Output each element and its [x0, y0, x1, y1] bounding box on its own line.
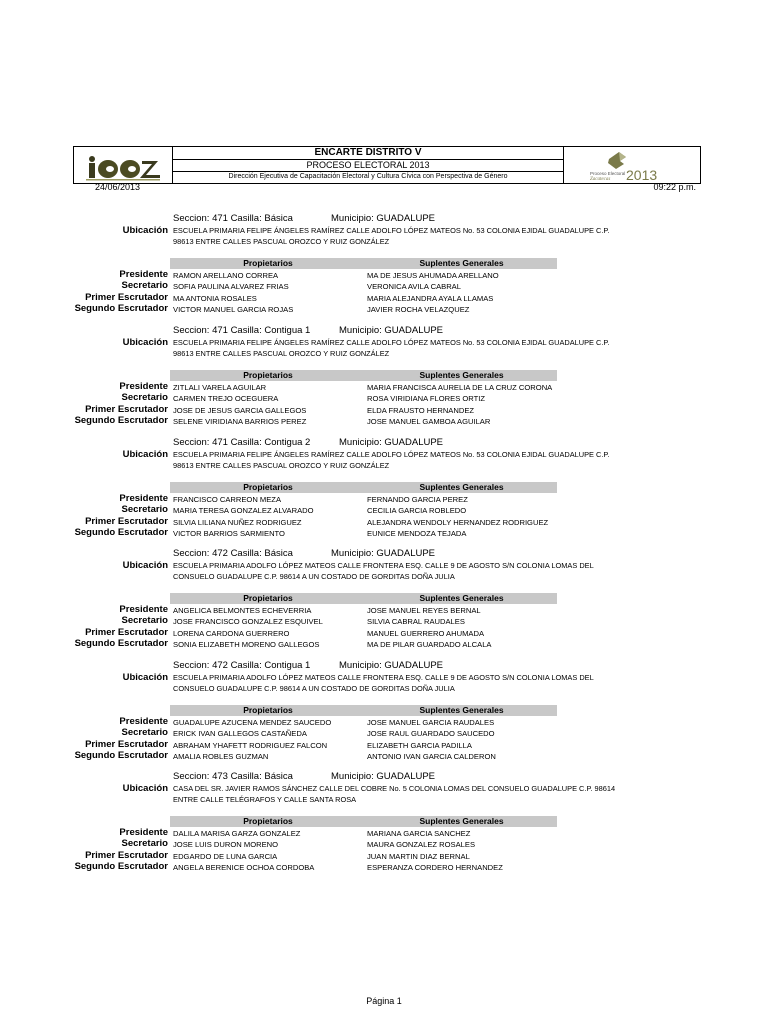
casilla-section — [0, 771, 768, 883]
role-segundo-escrutador: Segundo Escrutador — [74, 415, 168, 426]
role-secretario: Secretario — [121, 392, 168, 403]
ubicacion-label: Ubicación — [122, 225, 168, 236]
municipio-label: Municipio: GUADALUPE — [339, 437, 444, 448]
casilla-section — [0, 660, 768, 772]
seccion-casilla — [173, 660, 444, 671]
propietario-segundo-escrutador: SELENE VIRIDIANA BARRIOS PEREZ — [173, 417, 307, 426]
seccion-label: Seccion: 471 Casilla: Contigua 1 — [173, 325, 311, 336]
role-segundo-escrutador: Segundo Escrutador — [74, 303, 168, 314]
suplente-3: ELIZABETH GARCIA PADILLA — [367, 741, 472, 750]
suplente-3: JUAN MARTIN DIAZ BERNAL — [367, 852, 470, 861]
role-presidente: Presidente — [119, 269, 168, 280]
role-secretario: Secretario — [121, 504, 168, 515]
suplente-4: ANTONIO IVAN GARCIA CALDERON — [367, 752, 496, 761]
role-segundo-escrutador: Segundo Escrutador — [74, 638, 168, 649]
role-secretario: Secretario — [121, 280, 168, 291]
suplente-2: VERONICA AVILA CABRAL — [367, 282, 461, 291]
seccion-label: Seccion: 472 Casilla: Básica — [173, 548, 293, 559]
role-primer-escrutador: Primer Escrutador — [85, 739, 168, 750]
suplente-1: FERNANDO GARCIA PEREZ — [367, 495, 468, 504]
propietarios-header: Propietarios — [170, 705, 366, 716]
print-time: 09:22 p.m. — [653, 182, 696, 192]
proceso-electoral-logo — [563, 147, 700, 183]
ubicacion-label: Ubicación — [122, 337, 168, 348]
role-primer-escrutador: Primer Escrutador — [85, 292, 168, 303]
suplente-2: MAURA GONZALEZ ROSALES — [367, 840, 476, 849]
ubicacion-address: ESCUELA PRIMARIA FELIPE ÁNGELES RAMÍREZ CALLE ADOLFO LÓPEZ MATEOS No. 53 COLONIA EJIDAL GUADALUPE C.P. 98613 ENTRE CALLES PASCUAL OROZCO Y RUIZ GONZÁLEZ — [173, 450, 610, 470]
propietario-presidente: ZITLALI VARELA AGUILAR — [173, 383, 267, 392]
role-primer-escrutador: Primer Escrutador — [85, 850, 168, 861]
role-secretario: Secretario — [121, 838, 168, 849]
role-secretario: Secretario — [121, 727, 168, 738]
suplentes-header: Suplentes Generales — [366, 705, 557, 716]
role-presidente: Presidente — [119, 493, 168, 504]
role-primer-escrutador: Primer Escrutador — [85, 404, 168, 415]
suplentes-header: Suplentes Generales — [366, 816, 557, 827]
document-header — [73, 146, 701, 184]
role-segundo-escrutador: Segundo Escrutador — [74, 750, 168, 761]
suplentes-header: Suplentes Generales — [366, 593, 557, 604]
propietario-primer-escrutador: EDGARDO DE LUNA GARCIA — [173, 852, 278, 861]
svg-text:2013: 2013 — [626, 167, 658, 183]
print-date: 24/06/2013 — [95, 182, 141, 192]
suplente-1: MARIANA GARCIA SANCHEZ — [367, 829, 471, 838]
propietario-primer-escrutador: JOSE DE JESUS GARCIA GALLEGOS — [173, 406, 307, 415]
municipio-label: Municipio: GUADALUPE — [331, 548, 436, 559]
propietarios-header: Propietarios — [170, 258, 366, 269]
propietario-primer-escrutador: SILVIA LILIANA NUÑEZ RODRIGUEZ — [173, 518, 302, 527]
suplente-3: ELDA FRAUSTO HERNANDEZ — [367, 406, 475, 415]
suplente-4: EUNICE MENDOZA TEJADA — [367, 529, 467, 538]
page-number: Página 1 — [366, 996, 402, 1006]
ubicacion-label: Ubicación — [122, 783, 168, 794]
seccion-label: Seccion: 471 Casilla: Contigua 2 — [173, 437, 311, 448]
role-presidente: Presidente — [119, 716, 168, 727]
role-primer-escrutador: Primer Escrutador — [85, 627, 168, 638]
suplente-4: JOSE MANUEL GAMBOA AGUILAR — [367, 417, 491, 426]
suplente-4: ESPERANZA CORDERO HERNANDEZ — [367, 863, 503, 872]
propietario-presidente: DALILA MARISA GARZA GONZALEZ — [173, 829, 301, 838]
propietario-presidente: GUADALUPE AZUCENA MENDEZ SAUCEDO — [173, 718, 332, 727]
suplente-2: CECILIA GARCIA ROBLEDO — [367, 506, 467, 515]
document-subtitle: PROCESO ELECTORAL 2013 — [173, 159, 563, 172]
municipio-label: Municipio: GUADALUPE — [339, 660, 444, 671]
propietario-secretario: JOSE LUIS DURON MORENO — [173, 840, 279, 849]
casilla-section — [0, 325, 768, 437]
propietario-secretario: JOSE FRANCISCO GONZALEZ ESQUIVEL — [173, 617, 323, 626]
propietario-secretario: SOFIA PAULINA ALVAREZ FRIAS — [173, 282, 289, 291]
suplente-3: MARIA ALEJANDRA AYALA LLAMAS — [367, 294, 494, 303]
propietario-presidente: RAMON ARELLANO CORREA — [173, 271, 279, 280]
role-presidente: Presidente — [119, 381, 168, 392]
department-name: Dirección Ejecutiva de Capacitación Electoral y Cultura Cívica con Perspectiva de Género — [228, 173, 508, 180]
suplentes-header: Suplentes Generales — [366, 370, 557, 381]
propietarios-header: Propietarios — [170, 816, 366, 827]
propietario-segundo-escrutador: ANGELA BERENICE OCHOA CORDOBA — [173, 863, 315, 872]
suplente-3: ALEJANDRA WENDOLY HERNANDEZ RODRIGUEZ — [367, 518, 549, 527]
suplente-1: MARIA FRANCISCA AURELIA DE LA CRUZ CORONA — [367, 383, 553, 392]
suplentes-header: Suplentes Generales — [366, 482, 557, 493]
seccion-casilla — [173, 325, 444, 336]
suplente-4: JAVIER ROCHA VELAZQUEZ — [367, 305, 470, 314]
suplente-2: SILVIA CABRAL RAUDALES — [367, 617, 465, 626]
ubicacion-address: ESCUELA PRIMARIA ADOLFO LÓPEZ MATEOS CALLE FRONTERA ESQ. CALLE 9 DE AGOSTO S/N COLONIA LOMAS DEL CONSUELO GUADALUPE C.P. 98614 A UN COSTADO DE GORDITAS DOÑA JULIA — [173, 561, 594, 581]
casilla-section — [0, 548, 768, 660]
propietarios-header: Propietarios — [170, 593, 366, 604]
ubicacion-address: CASA DEL SR. JAVIER RAMOS SÁNCHEZ CALLE DEL COBRE No. 5 COLONIA LOMAS DEL CONSUELO GUADALUPE C.P. 98614 ENTRE CALLE TELÉGRAFOS Y CALLE SANTA ROSA — [173, 784, 616, 804]
document-title: ENCARTE DISTRITO V — [173, 147, 563, 160]
suplentes-header: Suplentes Generales — [366, 258, 557, 269]
propietarios-header: Propietarios — [170, 370, 366, 381]
suplente-1: JOSE MANUEL REYES BERNAL — [367, 606, 481, 615]
propietario-presidente: FRANCISCO CARREON MEZA — [173, 495, 282, 504]
ieez-logo — [74, 147, 173, 183]
municipio-label: Municipio: GUADALUPE — [331, 771, 436, 782]
role-segundo-escrutador: Segundo Escrutador — [74, 861, 168, 872]
propietario-segundo-escrutador: AMALIA ROBLES GUZMAN — [173, 752, 269, 761]
seccion-label: Seccion: 471 Casilla: Básica — [173, 213, 293, 224]
suplente-2: ROSA VIRIDIANA FLORES ORTIZ — [367, 394, 486, 403]
casilla-section — [0, 437, 768, 549]
propietario-segundo-escrutador: VICTOR MANUEL GARCIA ROJAS — [173, 305, 294, 314]
suplente-1: MA DE JESUS AHUMADA ARELLANO — [367, 271, 499, 280]
suplente-1: JOSE MANUEL GARCIA RAUDALES — [367, 718, 495, 727]
role-primer-escrutador: Primer Escrutador — [85, 516, 168, 527]
propietario-primer-escrutador: MA ANTONIA ROSALES — [173, 294, 257, 303]
propietario-secretario: MARIA TERESA GONZALEZ ALVARADO — [173, 506, 314, 515]
municipio-label: Municipio: GUADALUPE — [339, 325, 444, 336]
suplente-2: JOSE RAUL GUARDADO SAUCEDO — [367, 729, 495, 738]
suplente-4: MA DE PILAR GUARDADO ALCALA — [367, 640, 492, 649]
ubicacion-address: ESCUELA PRIMARIA FELIPE ÁNGELES RAMÍREZ CALLE ADOLFO LÓPEZ MATEOS No. 53 COLONIA EJIDAL GUADALUPE C.P. 98613 ENTRE CALLES PASCUAL OROZCO Y RUIZ GONZÁLEZ — [173, 226, 610, 246]
svg-text:Proceso Electoral: Proceso Electoral — [590, 171, 626, 176]
role-secretario: Secretario — [121, 615, 168, 626]
casilla-section — [0, 213, 768, 325]
propietario-presidente: ANGELICA BELMONTES ECHEVERRIA — [173, 606, 312, 615]
seccion-casilla — [173, 771, 436, 782]
propietario-primer-escrutador: ABRAHAM YHAFETT RODRIGUEZ FALCON — [173, 741, 328, 750]
role-presidente: Presidente — [119, 827, 168, 838]
ubicacion-label: Ubicación — [122, 560, 168, 571]
propietario-primer-escrutador: LORENA CARDONA GUERRERO — [173, 629, 290, 638]
role-presidente: Presidente — [119, 604, 168, 615]
seccion-casilla — [173, 548, 436, 559]
propietario-secretario: ERICK IVAN GALLEGOS CASTAÑEDA — [173, 729, 307, 738]
role-segundo-escrutador: Segundo Escrutador — [74, 527, 168, 538]
svg-text:Zacatecas: Zacatecas — [590, 177, 611, 182]
suplente-3: MANUEL GUERRERO AHUMADA — [367, 629, 485, 638]
seccion-label: Seccion: 473 Casilla: Básica — [173, 771, 293, 782]
municipio-label: Municipio: GUADALUPE — [331, 213, 436, 224]
ubicacion-label: Ubicación — [122, 449, 168, 460]
ubicacion-address: ESCUELA PRIMARIA FELIPE ÁNGELES RAMÍREZ CALLE ADOLFO LÓPEZ MATEOS No. 53 COLONIA EJIDAL GUADALUPE C.P. 98613 ENTRE CALLES PASCUAL OROZCO Y RUIZ GONZÁLEZ — [173, 338, 610, 358]
seccion-casilla — [173, 437, 444, 448]
seccion-casilla — [173, 213, 436, 224]
ubicacion-label: Ubicación — [122, 672, 168, 683]
propietarios-header: Propietarios — [170, 482, 366, 493]
ubicacion-address: ESCUELA PRIMARIA ADOLFO LÓPEZ MATEOS CALLE FRONTERA ESQ. CALLE 9 DE AGOSTO S/N COLONIA LOMAS DEL CONSUELO GUADALUPE C.P. 98614 A UN COSTADO DE GORDITAS DOÑA JULIA — [173, 673, 594, 693]
seccion-label: Seccion: 472 Casilla: Contigua 1 — [173, 660, 311, 671]
propietario-segundo-escrutador: VICTOR BARRIOS SARMIENTO — [173, 529, 285, 538]
propietario-secretario: CARMEN TREJO OCEGUERA — [173, 394, 279, 403]
propietario-segundo-escrutador: SONIA ELIZABETH MORENO GALLEGOS — [173, 640, 320, 649]
